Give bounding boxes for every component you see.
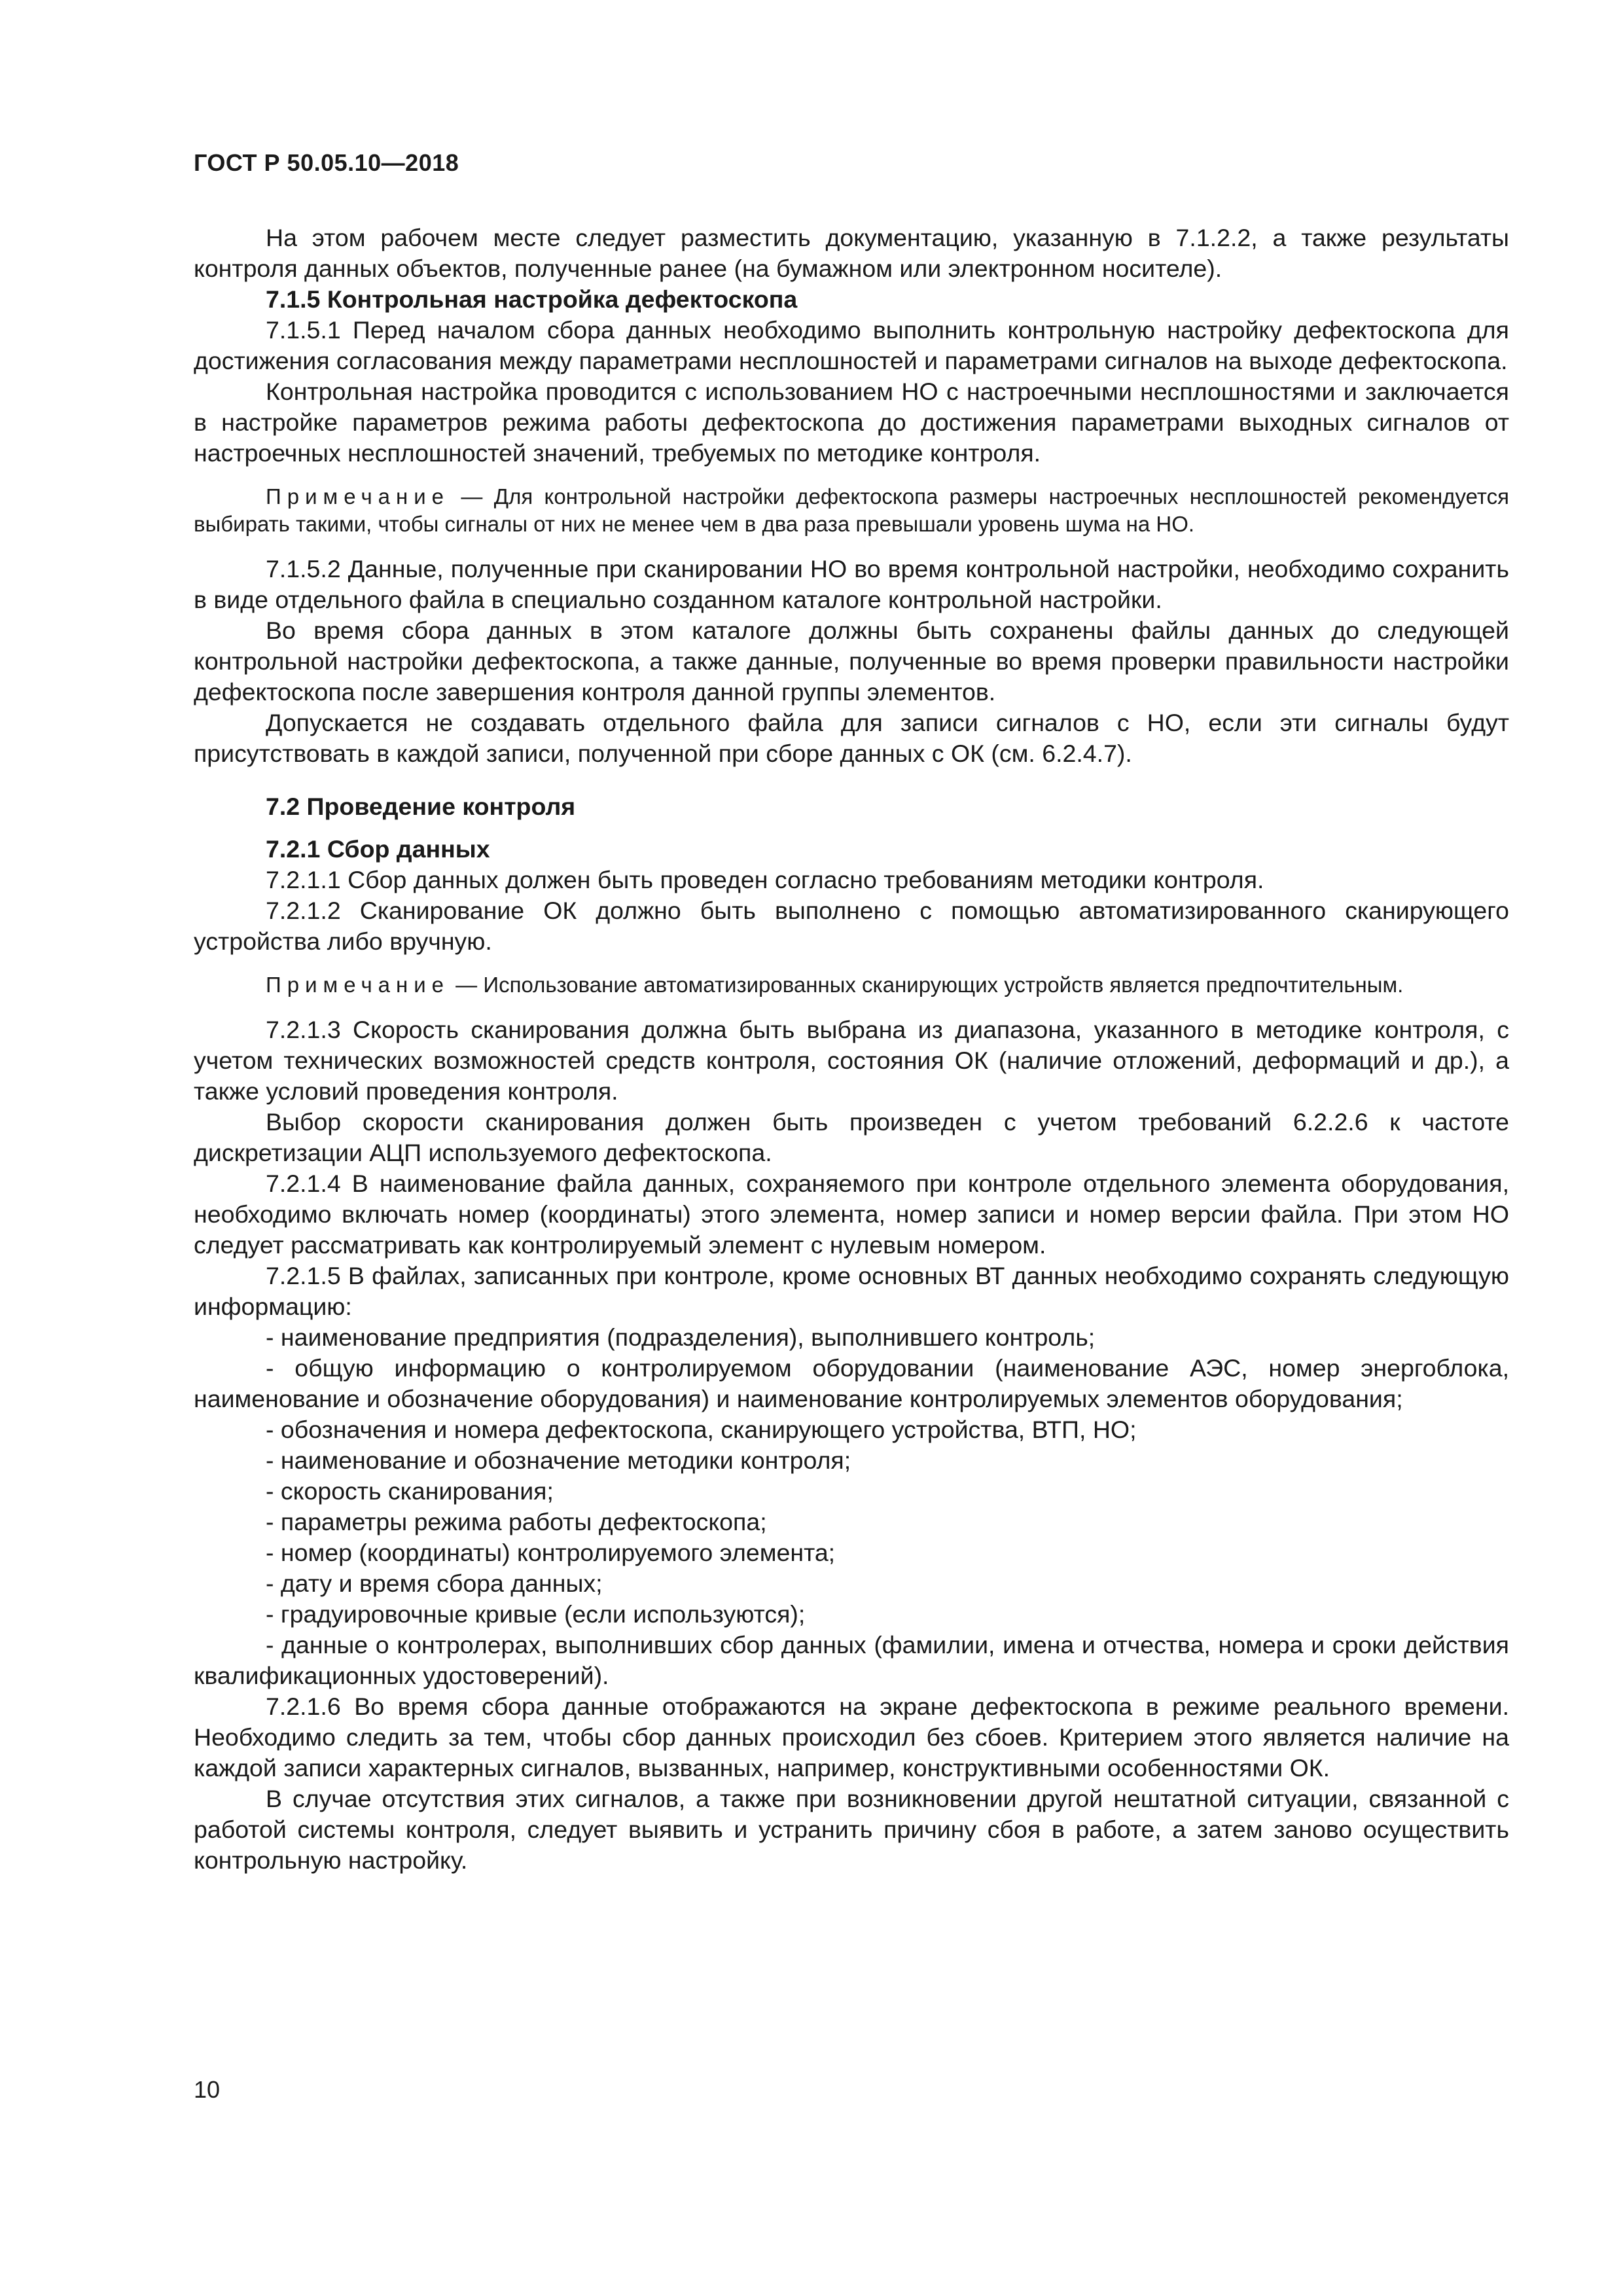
document-code-header: ГОСТ Р 50.05.10—2018 xyxy=(194,149,459,176)
paragraph-7-2-1-4: 7.2.1.4 В наименование файла данных, сохраняемого при контроле отдельного элемента оборудования, необходимо включать номер (координаты) этого элемента, номер записи и номер версии файла. При этом НО следует рассматривать как контролируемый элемент с нулевым номером. xyxy=(194,1170,1509,1259)
paragraph-speed-choice: Выбор скорости сканирования должен быть произведен с учетом требований 6.2.2.6 к частоте дискретизации АЦП используемого дефектоскопа. xyxy=(194,1108,1509,1166)
heading-7-2: 7.2 Проведение контроля xyxy=(266,793,576,820)
page-number: 10 xyxy=(194,2076,221,2103)
paragraph-7-2-1-2: 7.2.1.2 Сканирование ОК должно быть выполнено с помощью автоматизированного сканирующего устройства либо вручную. xyxy=(194,897,1509,955)
list-item: - параметры режима работы дефектоскопа; xyxy=(266,1508,767,1535)
heading-7-2-1: 7.2.1 Сбор данных xyxy=(266,835,490,863)
paragraph-7-2-1-6: 7.2.1.6 Во время сбора данные отображаются на экране дефектоскопа в режиме реального времени. Необходимо следить за тем, чтобы сбор данных происходил без сбоев. Критерием этого является наличие на каждой записи характерных сигналов, вызванных, например, конструктивными особенностями ОК. xyxy=(194,1693,1509,1782)
note-1 xyxy=(194,483,1509,538)
list-item: - градуировочные кривые (если используются); xyxy=(266,1600,806,1628)
paragraph-7-2-1-5: 7.2.1.5 В файлах, записанных при контроле, кроме основных ВТ данных необходимо сохранять следующую информацию: xyxy=(194,1262,1509,1320)
list-item: - скорость сканирования; xyxy=(266,1477,554,1505)
paragraph-7-1-5-2: 7.1.5.2 Данные, полученные при сканировании НО во время контрольной настройки, необходимо сохранить в виде отдельного файла в специально созданном каталоге контрольной настройки. xyxy=(194,555,1509,613)
note-1-label: Примечание xyxy=(266,484,450,509)
list-item: - наименование и обозначение методики контроля; xyxy=(266,1446,851,1474)
list-item: - данные о контролерах, выполнивших сбор данных (фамилии, имена и отчества, номера и сроки действия квалификационных удостоверений). xyxy=(194,1631,1509,1689)
list-item: - наименование предприятия (подразделения), выполнившего контроль; xyxy=(266,1323,1096,1351)
list-item: - общую информацию о контролируемом оборудовании (наименование АЭС, номер энергоблока, наименование и обозначение оборудования) и наименование контролируемых элементов оборудования; xyxy=(194,1354,1509,1412)
paragraph-absence: В случае отсутствия этих сигналов, а также при возникновении другой нештатной ситуации, связанной с работой системы контроля, следует выявить и устранить причину сбоя в работе, а затем заново осуществить контрольную настройку. xyxy=(194,1785,1509,1874)
list-item: - номер (координаты) контролируемого элемента; xyxy=(266,1539,836,1566)
paragraph-control-setup: Контрольная настройка проводится с использованием НО с настроечными несплошностями и заключается в настройке параметров режима работы дефектоскопа до достижения параметрами выходных сигналов от настроечных несплошностей значений, требуемых по методике контроля. xyxy=(194,378,1509,467)
list-item: - дату и время сбора данных; xyxy=(266,1570,603,1597)
paragraph-7-2-1-1: 7.2.1.1 Сбор данных должен быть проведен согласно требованиям методики контроля. xyxy=(266,866,1264,893)
paragraph-during-collection: Во время сбора данных в этом каталоге должны быть сохранены файлы данных до следующей контрольной настройки дефектоскопа, а также данные, полученные во время проверки правильности настройки дефектоскопа после завершения контроля данной группы элементов. xyxy=(194,617,1509,706)
document-body xyxy=(194,223,1509,1876)
paragraph-7-2-1-3: 7.2.1.3 Скорость сканирования должна быть выбрана из диапазона, указанного в методике контроля, с учетом технических возможностей средств контроля, состояния ОК (наличие отложений, деформаций и др.), а также условий проведения контроля. xyxy=(194,1016,1509,1105)
list-item: - обозначения и номера дефектоскопа, сканирующего устройства, ВТП, НО; xyxy=(266,1416,1137,1443)
paragraph-7-1-5-1: 7.1.5.1 Перед началом сбора данных необходимо выполнить контрольную настройку дефектоскопа для достижения согласования между параметрами несплошностей и параметрами сигналов на выходе дефектоскопа. xyxy=(194,316,1509,374)
note-2-label: Примечание xyxy=(266,973,450,997)
paragraph-intro: На этом рабочем месте следует разместить документацию, указанную в 7.1.2.2, а также результаты контроля данных объектов, полученные ранее (на бумажном или электронном носителе). xyxy=(194,224,1509,282)
note-1-text: — Для контрольной настройки дефектоскопа размеры настроечных несплошностей рекомендуется выбирать такими, чтобы сигналы от них не менее чем в два раза превышали уровень шума на НО. xyxy=(194,484,1509,536)
note-2-text: — Использование автоматизированных сканирующих устройств является предпочтительным. xyxy=(450,973,1404,997)
paragraph-allowed: Допускается не создавать отдельного файла для записи сигналов с НО, если эти сигналы будут присутствовать в каждой записи, полученной при сборе данных с ОК (см. 6.2.4.7). xyxy=(194,709,1509,767)
heading-7-1-5: 7.1.5 Контрольная настройка дефектоскопа xyxy=(266,285,798,313)
note-2 xyxy=(194,971,1509,999)
